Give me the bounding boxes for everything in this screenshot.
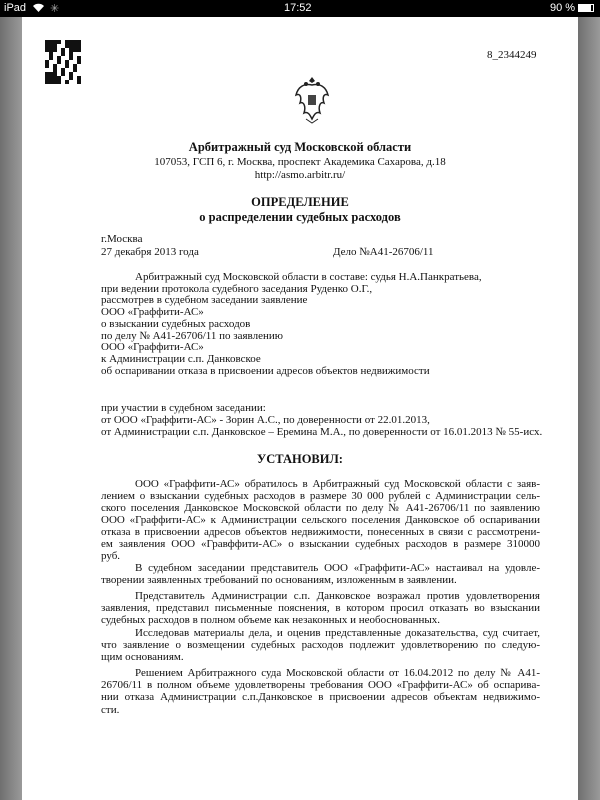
document-subtitle: о распределении судебных расходов xyxy=(199,210,401,224)
document-line: щим основаниям. xyxy=(101,651,184,663)
document-line: руб. xyxy=(101,550,121,562)
document-line: об оспаривании отказа в присвоении адресов объектов недвижимости xyxy=(101,364,430,377)
document-line: Представитель Администрации с.п. Данковское возражал против удовлетворения xyxy=(135,590,540,602)
document-line: от Администрации с.п. Данковское – Еремина М.А., по доверенности от 16.01.2013 № 55-исх. xyxy=(101,426,543,438)
left-margin xyxy=(0,17,22,800)
document-line: 26706/11 в полном объеме удовлетворены требования ООО «Граффити-АС» об оспарива- xyxy=(101,679,540,691)
document-line: при участии в судебном заседании: xyxy=(101,402,266,414)
document-line: судебных расходов в полном объеме как незаконных и необоснованных. xyxy=(101,614,440,626)
document-line: от ООО «Граффити-АС» - Зорин А.С., по доверенности от 22.01.2013, xyxy=(101,414,430,426)
status-bar xyxy=(0,0,600,17)
court-address: 107053, ГСП 6, г. Москва, проспект Академика Сахарова, д.18 xyxy=(154,156,446,168)
document-line: лением о взыскании судебных расходов в размере 30 000 рублей с Администрации сель- xyxy=(101,490,540,502)
document-line: ООО «Граффити-АС» xyxy=(101,341,204,354)
battery-icon xyxy=(578,4,594,12)
wifi-icon xyxy=(32,2,45,16)
document-line: ского поселения Данковское Московской области по делу № А41-26706/11 по заявлению xyxy=(101,502,540,514)
document-line: о взыскании судебных расходов xyxy=(101,317,251,330)
document-line: ем заявления ООО «Гравффити-АС» о взыскании судебных расходов в размере 310000 xyxy=(101,538,540,550)
document-line: сти. xyxy=(101,704,120,716)
court-name: Арбитражный суд Московской области xyxy=(188,140,412,154)
document-line: по делу № А41-26706/11 по заявлению xyxy=(101,329,283,342)
document-line: заявления, представил письменные пояснения, в котором просил отказать во взыскании xyxy=(101,602,540,614)
document-line: рассмотрев в судебном заседании заявление xyxy=(101,294,308,307)
document-line: Исследовав материалы дела, и оценив представленные доказательства, суд считает, xyxy=(135,627,540,639)
document-line: Арбитражный суд Московской области в составе: судья Н.А.Панкратьева, xyxy=(135,271,482,283)
document-number: 8_2344249 xyxy=(487,49,537,61)
section-heading: УСТАНОВИЛ: xyxy=(257,452,343,466)
document-line: к Администрации с.п. Данковское xyxy=(101,352,261,365)
document-line: нии отказа Администрации с.п.Данковское в присвоении адресов объектам недвижимо- xyxy=(101,691,540,703)
document-line: Решением Арбитражного суда Московской области от 16.04.2012 по делу № А41- xyxy=(135,667,540,679)
city: г.Москва xyxy=(101,233,143,245)
device-name: iPad xyxy=(4,2,27,14)
document-line: отказа в присвоении адресов объектов недвижимости, понесенных в связи с рассмотрени- xyxy=(101,526,540,538)
document-line: ООО «Граффити-АС» к Администрации сельского поселения Данковское об оспаривании xyxy=(101,514,540,526)
coat-of-arms-emblem xyxy=(294,73,330,125)
document-line: что заявление о возмещении судебных расходов подлежит удовлетворению по следую- xyxy=(101,639,540,651)
battery-percent: 90 % xyxy=(550,2,576,14)
date: 27 декабря 2013 года xyxy=(101,246,199,258)
activity-spinner-icon: ✳ xyxy=(50,3,60,15)
document-title: ОПРЕДЕЛЕНИЕ xyxy=(251,195,349,209)
clock: 17:52 xyxy=(284,2,312,14)
case-number: Дело №А41-26706/11 xyxy=(333,246,434,258)
qr-code xyxy=(45,40,81,84)
document-line: ООО «Граффити-АС» xyxy=(101,306,204,319)
document-line: ООО «Граффити-АС» обратилось в Арбитражный суд Московской области с заяв- xyxy=(135,478,540,490)
court-website: http://asmo.arbitr.ru/ xyxy=(254,169,346,181)
document-line: творении заявленных требований по основаниям, изложенным в заявлении. xyxy=(101,574,457,586)
right-margin xyxy=(578,17,600,800)
document-line: В судебном заседании представитель ООО «Граффити-АС» настаивал на удовле- xyxy=(135,562,540,574)
document-line: при ведении протокола судебного заседания Руденко О.Г., xyxy=(101,282,373,295)
